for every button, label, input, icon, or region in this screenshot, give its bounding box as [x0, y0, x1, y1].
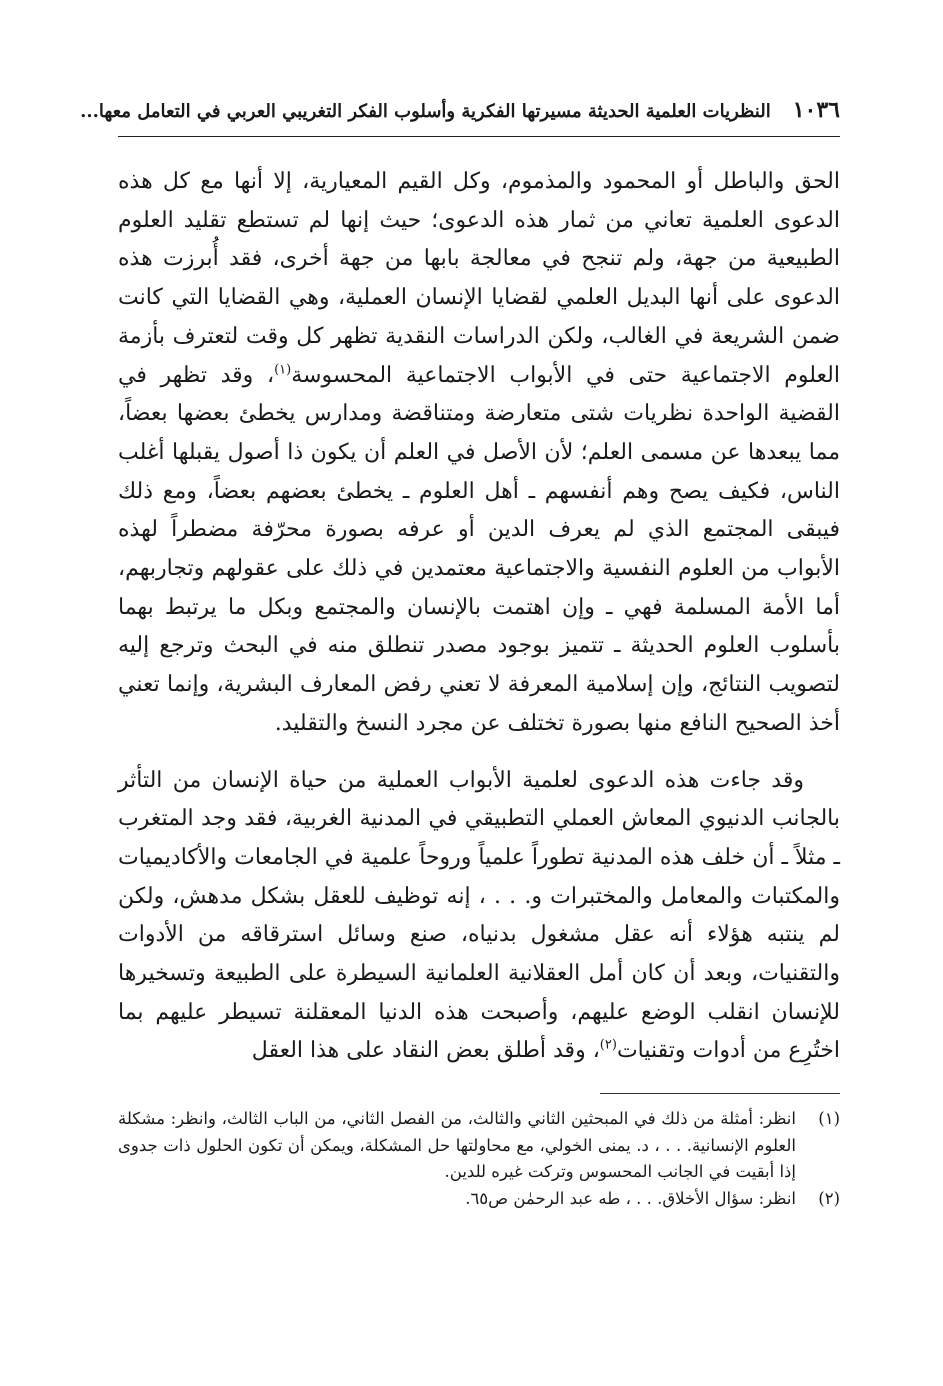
- footnote-item: [118, 1186, 840, 1213]
- footnote-number: (٢): [818, 1188, 840, 1208]
- book-page: [80, 96, 840, 1212]
- footnote-item: [118, 1106, 840, 1186]
- footnote-number: (١): [818, 1109, 840, 1129]
- footnote-reference-2: (٢): [599, 1038, 617, 1054]
- paragraph-2-text-a: وقد جاءت هذه الدعوى لعلمية الأبواب العملية من حياة الإنسان من التأثر بالجانب الدنيوي المعاش العملي التطبيقي في المدنية الغربية، فقد وجد المتغرب ـ مثلاً ـ أن خلف هذه المدنية تطوراً علمياً وروحاً علمية في الجامعات والأكاديميات والمكتبات والمعامل والمختبرات و. . . ، إنه توظيف للعقل بشكل مدهش، ولكن لم ينتبه هؤلاء أنه عقل مشغول بدنياه، صنع وسائل استرقاقه من الأدوات والتقنيات، وبعد أن كان أمل العقلانية العلمانية السيطرة على الطبيعة وتسخيرها للإنسان انقلب الوضع عليهم، وأصبحت هذه الدنيا المعقلنة تسيطر عليهم بما اختُرِع من أدوات وتقنيات: [118, 767, 840, 1064]
- paragraph-1-text-b: ، وقد تظهر في القضية الواحدة نظريات شتى متعارضة ومتناقضة ومدارس يخطئ بعضها بعضاً، مما يبعدها عن مسمى العلم؛ لأن الأصل في العلم أن يكون ذا أصول يقبلها أغلب الناس، فكيف يصح وهم أنفسهم ـ أهل العلوم ـ يخطئ بعضهم بعضاً، ومع ذلك فيبقى المجتمع الذي لم يعرف الدين أو عرفه بصورة محرّفة مضطراً لهذه الأبواب من العلوم النفسية والاجتماعية معتمدين في ذلك على عقولهم وتجاربهم، أما الأمة المسلمة فهي ـ وإن اهتمت بالإنسان والمجتمع وبكل ما يرتبط بهما بأسلوب العلوم الحديثة ـ تتميز بوجود مصدر تنطلق منه في البحث وترجع إليه لتصويب النتائج، وإن إسلامية المعرفة لا تعني رفض المعارف البشرية، وإنما تعني أخذ الصحيح النافع منها بصورة تختلف عن مجرد النسخ والتقليد.: [118, 362, 840, 736]
- paragraph-2: [118, 762, 840, 1072]
- page-number: ١٠٣٦: [792, 97, 840, 123]
- footnote-reference-1: (١): [274, 362, 292, 378]
- footnotes: [118, 1106, 840, 1212]
- paragraph-1-text-a: الحق والباطل أو المحمود والمذموم، وكل القيم المعيارية، إلا أنها مع كل هذه الدعوى العلمية تعاني من ثمار هذه الدعوى؛ حيث إنها لم تستطع تقليد العلوم الطبيعية من جهة، ولم تنجح في معالجة بابها من جهة أخرى، فقد أُبرزت هذه الدعوى على أنها البديل العلمي لقضايا الإنسان العملية، وهي القضايا التي كانت ضمن الشريعة في الغالب، ولكن الدراسات النقدية تظهر كل وقت لتعترف بأزمة العلوم الاجتماعية حتى في الأبواب الاجتماعية المحسوسة: [118, 169, 840, 388]
- paragraph-2-text-b: ، وقد أطلق بعض النقاد على هذا العقل: [251, 1038, 600, 1064]
- footnote-separator: [600, 1093, 840, 1094]
- running-title: النظريات العلمية الحديثة مسيرتها الفكرية وأسلوب الفكر التغريبي العربي في التعامل معها...: [80, 101, 771, 122]
- footnote-text: انظر: سؤال الأخلاق. . . ، طه عبد الرحمٰن ص٦٥.: [465, 1188, 796, 1208]
- running-header: [80, 96, 840, 137]
- footnote-text: انظر: أمثلة من ذلك في المبحثين الثاني والثالث، من الفصل الثاني، من الباب الثالث، وانظر: مشكلة العلوم الإنسانية. . . ، د. يمنى الخولي، مع محاولتها حل المشكلة، ويمكن أن تكون الحلول ذات جدوى إذا أبقيت في الجانب المحسوس وتركت غيره للدين.: [118, 1109, 796, 1182]
- paragraph-1: [118, 163, 840, 744]
- main-text: [118, 163, 840, 1071]
